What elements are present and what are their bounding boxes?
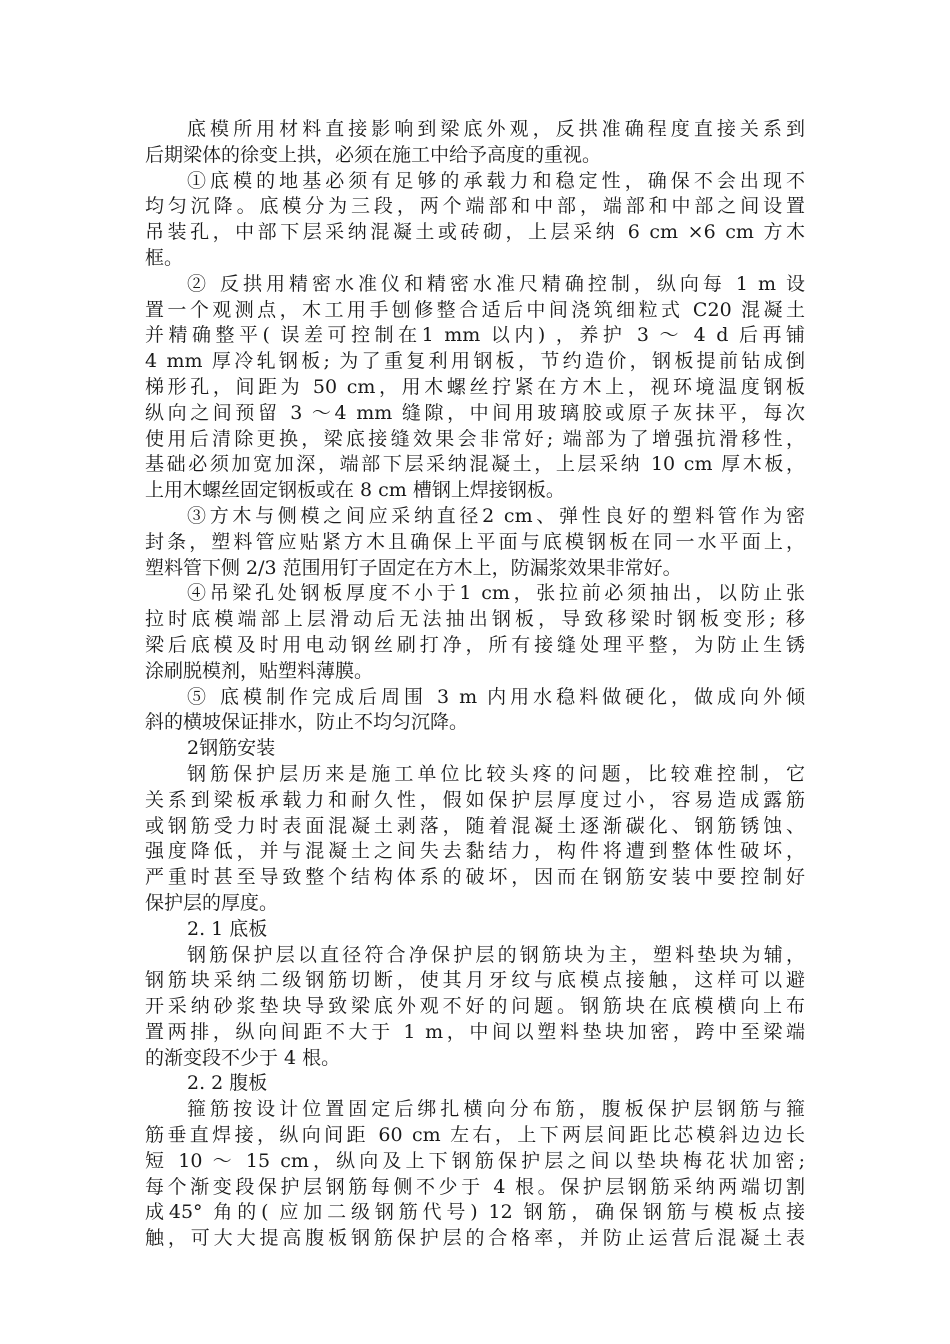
text-line: ④吊梁孔处钢板厚度不小于1 cm，张拉前必须抽出，以防止张 — [187, 582, 805, 605]
text-line: ② 反拱用精密水准仪和精密水准尺精确控制，纵向每 1 m 设 — [187, 272, 805, 295]
text-line: 严重时甚至导致整个结构体系的破坏，因而在钢筋安装中要控制好 — [145, 866, 805, 889]
text-line: ①底模的地基必须有足够的承载力和稳定性，确保不会出现不 — [187, 169, 805, 192]
text-line: 后期梁体的徐变上拱，必须在施工中给予高度的重视。 — [145, 143, 602, 166]
text-line: 斜的横坡保证排水，防止不均匀沉降。 — [145, 711, 469, 734]
text-line: 涂刷脱模剂，贴塑料薄膜。 — [145, 659, 374, 682]
text-line: 拉时底模端部上层滑动后无法抽出钢板，导致移梁时钢板变形; 移 — [145, 608, 805, 631]
text-line: 每个渐变段保护层钢筋每侧不少于 4 根。保护层钢筋采纳两端切割 — [145, 1175, 805, 1198]
text-line: 的渐变段不少于 4 根。 — [145, 1046, 341, 1069]
text-line: 短 10 ～ 15 cm，纵向及上下钢筋保护层之间以垫块梅花状加密; — [145, 1149, 805, 1172]
text-line: 触，可大大提高腹板钢筋保护层的合格率，并防止运营后混凝土表 — [145, 1227, 805, 1250]
text-line: 开采纳砂浆垫块导致梁底外观不好的问题。钢筋块在底模横向上布 — [145, 995, 805, 1018]
text-line: ⑤ 底模制作完成后周围 3 m 内用水稳料做硬化，做成向外倾 — [187, 685, 805, 708]
text-line: 4 mm 厚冷轧钢板; 为了重复利用钢板，节约造价，钢板提前钻成倒 — [145, 350, 805, 373]
text-line: 强度降低，并与混凝土之间失去黏结力，构件将遭到整体性破坏， — [145, 840, 805, 863]
text-line: 塑料管下侧 2/3 范围用钉子固定在方木上，防漏浆效果非常好。 — [145, 556, 682, 579]
text-line: 封条，塑料管应贴紧方木且确保上平面与底模钢板在同一水平面上， — [145, 530, 805, 553]
text-line: 筋垂直焊接，纵向间距 60 cm 左右，上下两层间距比芯模斜边边长 — [145, 1124, 805, 1147]
text-line: 基础必须加宽加深，端部下层采纳混凝土，上层采纳 10 cm 厚木板， — [145, 453, 805, 476]
text-line: 钢筋保护层历来是施工单位比较头疼的问题，比较难控制，它 — [187, 762, 805, 785]
text-line: 箍筋按设计位置固定后绑扎横向分布筋，腹板保护层钢筋与箍 — [187, 1098, 805, 1121]
text-line: 底模所用材料直接影响到梁底外观，反拱准确程度直接关系到 — [187, 118, 805, 140]
text-line: 保护层的厚度。 — [145, 891, 279, 914]
text-line: 使用后清除更换，梁底接缝效果会非常好; 端部为了增强抗滑移性， — [145, 427, 805, 450]
text-line: 置两排，纵向间距不大于 1 m，中间以塑料垫块加密，跨中至梁端 — [145, 1020, 805, 1043]
text-line: 2钢筋安装 — [187, 737, 276, 760]
text-line: 置一个观测点，木工用手刨修整合适后中间浇筑细粒式 C20 混凝土 — [145, 298, 805, 321]
text-line: 梯形孔，间距为 50 cm，用木螺丝拧紧在方木上，视环境温度钢板 — [145, 375, 805, 398]
text-line: 钢筋块采纳二级钢筋切断，使其月牙纹与底模点接触，这样可以避 — [145, 969, 805, 992]
text-line: 并精确整平( 误差可控制在1 mm 以内) ，养护 3 ～ 4 d 后再铺 — [145, 324, 805, 347]
text-line: 成45° 角的( 应加二级钢筋代号) 12 钢筋，确保钢筋与模板点接 — [145, 1201, 805, 1224]
text-line: 纵向之间预留 3 ～4 mm 缝隙，中间用玻璃胶或原子灰抹平，每次 — [145, 401, 805, 424]
text-line: ③方木与侧模之间应采纳直径2 cm、弹性良好的塑料管作为密 — [187, 504, 805, 527]
text-line: 吊装孔，中部下层采纳混凝土或砖砌，上层采纳 6 cm ×6 cm 方木 — [145, 221, 805, 244]
text-line: 均匀沉降。底模分为三段，两个端部和中部，端部和中部之间设置 — [145, 195, 805, 218]
text-line: 钢筋保护层以直径符合净保护层的钢筋块为主，塑料垫块为辅， — [187, 943, 805, 966]
text-line: 关系到梁板承载力和耐久性，假如保护层厚度过小，容易造成露筋 — [145, 788, 805, 811]
document-body — [145, 117, 805, 1252]
text-line: 梁后底模及时用电动钢丝刷打净，所有接缝处理平整，为防止生锈 — [145, 633, 805, 656]
text-line: 2. 1 底板 — [187, 917, 268, 940]
text-line: 2. 2 腹板 — [187, 1072, 268, 1095]
text-line: 上用木螺丝固定钢板或在 8 cm 槽钢上焊接钢板。 — [145, 479, 565, 502]
text-line: 或钢筋受力时表面混凝土剥落，随着混凝土逐渐碳化、钢筋锈蚀、 — [145, 814, 805, 837]
text-line: 框。 — [145, 246, 184, 269]
